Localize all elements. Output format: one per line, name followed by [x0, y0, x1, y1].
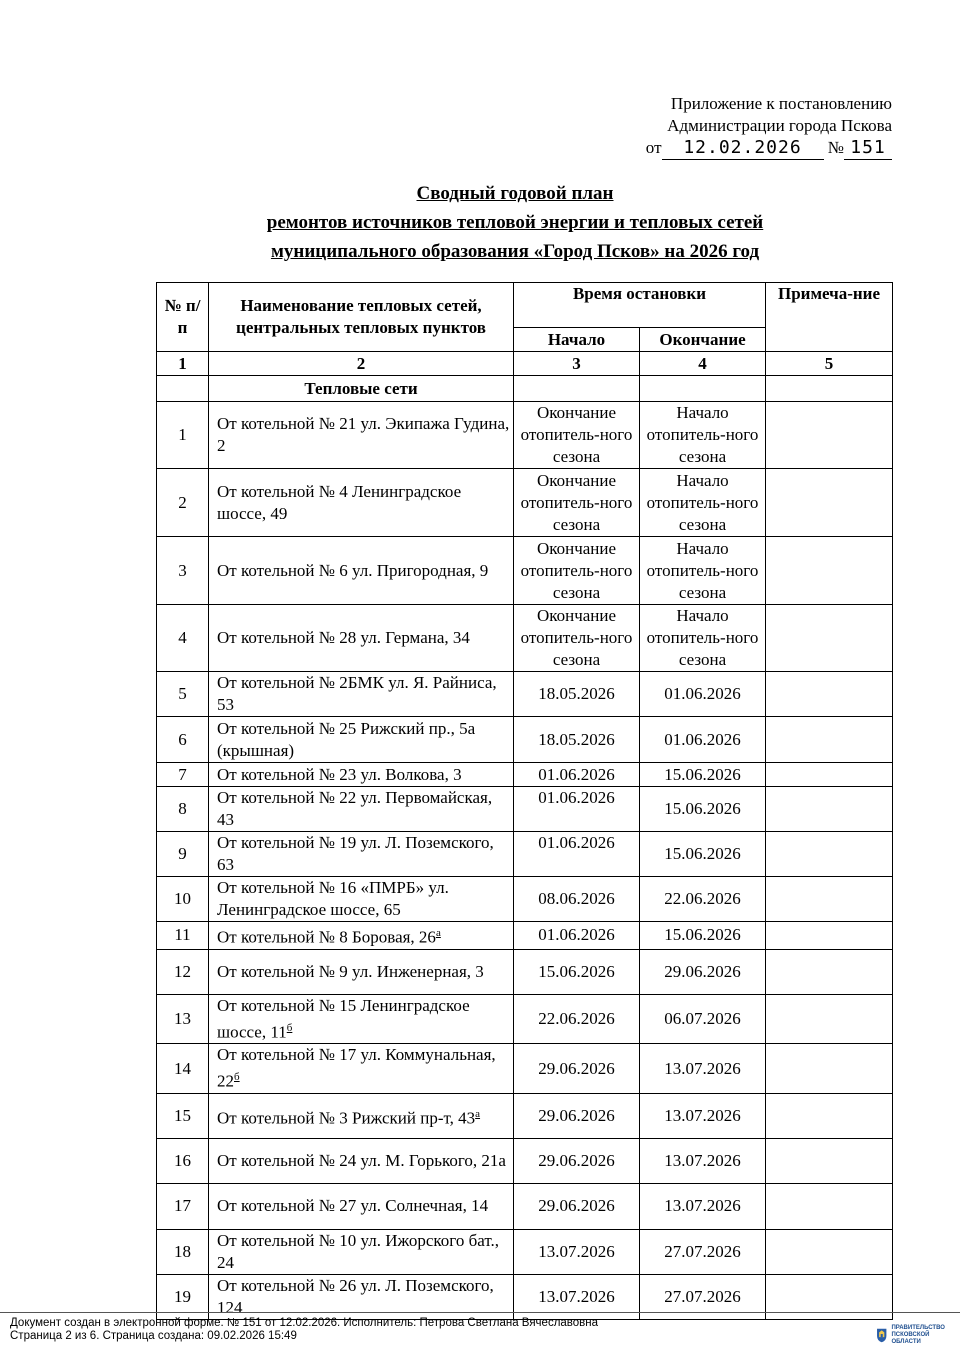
document-title	[0, 179, 960, 266]
row-start: Окончание отопитель-ного сезона	[514, 402, 640, 469]
header-name: Наименование тепловых сетей, центральных тепловых пунктов	[209, 283, 514, 352]
row-name-text: От котельной № 4 Ленинградское шоссе, 49	[217, 481, 462, 523]
row-number: 1	[157, 402, 209, 469]
row-number: 15	[157, 1093, 209, 1138]
row-end: 13.07.2026	[640, 1044, 766, 1094]
row-note	[766, 469, 893, 537]
row-note	[766, 605, 893, 672]
row-end: Начало отопитель-ного сезона	[640, 605, 766, 672]
row-name	[209, 1229, 514, 1274]
col-number: 3	[514, 352, 640, 376]
row-name-superscript: б	[286, 1021, 293, 1034]
row-name-text: От котельной № 3 Рижский пр-т, 43	[217, 1108, 476, 1128]
table-row	[157, 717, 893, 763]
row-end: Начало отопитель-ного сезона	[640, 469, 766, 537]
row-name-text: От котельной № 21 ул. Экипажа Гудина, 2	[217, 414, 510, 455]
row-number: 8	[157, 787, 209, 832]
row-end: 15.06.2026	[640, 787, 766, 832]
row-start: Окончание отопитель-ного сезона	[514, 537, 640, 605]
row-end: 27.07.2026	[640, 1229, 766, 1274]
row-note	[766, 1044, 893, 1094]
title-line-2: ремонтов источников тепловой энергии и тепловых сетей	[266, 212, 764, 233]
row-name-text: От котельной № 6 ул. Пригородная, 9	[217, 560, 489, 580]
header-stop-time: Время остановки	[514, 283, 766, 328]
coat-of-arms-icon	[876, 1320, 887, 1350]
row-note	[766, 537, 893, 605]
row-end: 29.06.2026	[640, 949, 766, 994]
row-start: 15.06.2026	[514, 949, 640, 994]
row-number: 9	[157, 832, 209, 877]
row-name-text: От котельной № 25 Рижский пр., 5а (крышная)	[217, 718, 476, 760]
row-end: 15.06.2026	[640, 922, 766, 950]
row-name	[209, 537, 514, 605]
row-name-text: От котельной № 15 Ленинградское шоссе, 11	[217, 995, 470, 1042]
footer	[10, 1317, 598, 1343]
row-name	[209, 787, 514, 832]
row-start: 13.07.2026	[514, 1229, 640, 1274]
row-end: 15.06.2026	[640, 832, 766, 877]
row-name	[209, 717, 514, 763]
col-number: 4	[640, 352, 766, 376]
table-row	[157, 994, 893, 1044]
table-row	[157, 1093, 893, 1138]
column-number-row	[157, 352, 893, 376]
row-number: 11	[157, 922, 209, 950]
row-number: 16	[157, 1138, 209, 1183]
government-logo	[876, 1316, 956, 1354]
row-start: 01.06.2026	[514, 787, 640, 832]
table-row	[157, 1138, 893, 1183]
row-name-text: От котельной № 26 ул. Л. Поземского, 124	[217, 1275, 494, 1317]
row-name-text: От котельной № 23 ул. Волкова, 3	[217, 764, 462, 784]
decree-number: 151	[844, 137, 892, 160]
footer-divider	[0, 1312, 960, 1313]
row-name-text: От котельной № 28 ул. Германа, 34	[217, 628, 470, 647]
section-title: Тепловые сети	[209, 376, 514, 402]
row-number: 12	[157, 949, 209, 994]
table-row	[157, 832, 893, 877]
row-number: 18	[157, 1229, 209, 1274]
col-number: 1	[157, 352, 209, 376]
table-row	[157, 469, 893, 537]
row-number: 3	[157, 537, 209, 605]
row-start: 08.06.2026	[514, 877, 640, 922]
row-end: 13.07.2026	[640, 1138, 766, 1183]
row-name-text: От котельной № 10 ул. Ижорского бат., 24	[217, 1230, 499, 1272]
row-end: Начало отопитель-ного сезона	[640, 537, 766, 605]
row-start: 18.05.2026	[514, 672, 640, 717]
row-name	[209, 763, 514, 787]
row-end: 01.06.2026	[640, 672, 766, 717]
table-row	[157, 949, 893, 994]
row-start: 29.06.2026	[514, 1093, 640, 1138]
row-start: 01.06.2026	[514, 832, 640, 877]
row-name	[209, 605, 514, 672]
footer-line-2: Страница 2 из 6. Страница создана: 09.02.2026 15:49	[10, 1330, 297, 1342]
header-num: № п/п	[157, 283, 209, 352]
title-line-3: муниципального образования «Город Псков» на 2026 год	[270, 241, 760, 262]
row-note	[766, 1138, 893, 1183]
row-name-text: От котельной № 16 «ПМРБ» ул. Ленинградское шоссе, 65	[217, 878, 449, 919]
appendix-line-2: Администрации города Пскова	[667, 116, 892, 135]
row-note	[766, 1229, 893, 1274]
table-row	[157, 605, 893, 672]
row-number: 6	[157, 717, 209, 763]
row-end: 15.06.2026	[640, 763, 766, 787]
row-start: Окончание отопитель-ного сезона	[514, 605, 640, 672]
row-note	[766, 402, 893, 469]
row-name	[209, 994, 514, 1044]
row-name	[209, 1183, 514, 1229]
table-row	[157, 763, 893, 787]
row-name-superscript: а	[475, 1107, 481, 1120]
table-row	[157, 922, 893, 950]
row-note	[766, 949, 893, 994]
row-name-text: От котельной № 17 ул. Коммунальная, 22	[217, 1045, 496, 1091]
row-end: 13.07.2026	[640, 1183, 766, 1229]
row-name	[209, 1138, 514, 1183]
row-note	[766, 787, 893, 832]
row-name-text: От котельной № 9 ул. Инженерная, 3	[217, 961, 484, 981]
row-number: 5	[157, 672, 209, 717]
row-start: 13.07.2026	[514, 1274, 640, 1319]
row-note	[766, 877, 893, 922]
row-start: 01.06.2026	[514, 922, 640, 950]
table-body	[157, 402, 893, 1320]
table-row	[157, 537, 893, 605]
col-number: 2	[209, 352, 514, 376]
table-row	[157, 877, 893, 922]
row-start: Окончание отопитель-ного сезона	[514, 469, 640, 537]
repair-plan-table	[156, 282, 893, 1320]
footer-line-1: Документ создан в электронной форме. № 151 от 12.02.2026. Исполнитель: Петрова Светлана Вячеславовна	[10, 1317, 599, 1329]
row-name-text: От котельной № 2БМК ул. Я. Райниса, 53	[217, 673, 497, 714]
row-start: 29.06.2026	[514, 1183, 640, 1229]
row-start: 29.06.2026	[514, 1044, 640, 1094]
row-note	[766, 672, 893, 717]
row-end: 13.07.2026	[640, 1093, 766, 1138]
row-number: 10	[157, 877, 209, 922]
row-name-text: От котельной № 8 Боровая, 26	[217, 927, 436, 947]
row-note	[766, 1183, 893, 1229]
row-start: 18.05.2026	[514, 717, 640, 763]
row-note	[766, 717, 893, 763]
row-end: 01.06.2026	[640, 717, 766, 763]
row-name	[209, 469, 514, 537]
row-name	[209, 949, 514, 994]
row-end: 06.07.2026	[640, 994, 766, 1044]
row-name-text: От котельной № 22 ул. Первомайская, 43	[217, 788, 493, 829]
row-name	[209, 1044, 514, 1094]
section-row	[157, 376, 893, 402]
row-name	[209, 402, 514, 469]
row-name-text: От котельной № 24 ул. М. Горького, 21а	[217, 1150, 506, 1170]
row-note	[766, 922, 893, 950]
row-name-superscript: б	[234, 1071, 240, 1084]
from-label: от	[645, 138, 662, 157]
header-end: Окончание	[640, 328, 766, 352]
row-note	[766, 994, 893, 1044]
header-start: Начало	[514, 328, 640, 352]
row-start: 29.06.2026	[514, 1138, 640, 1183]
row-name	[209, 877, 514, 922]
row-note	[766, 1093, 893, 1138]
row-start: 01.06.2026	[514, 763, 640, 787]
appendix-header	[646, 93, 892, 160]
row-name-text: От котельной № 27 ул. Солнечная, 14	[217, 1196, 489, 1216]
row-note	[766, 763, 893, 787]
number-label: №	[827, 138, 844, 157]
row-name	[209, 922, 514, 950]
row-end: 27.07.2026	[640, 1274, 766, 1319]
row-number: 4	[157, 605, 209, 672]
row-note	[766, 832, 893, 877]
row-name-superscript: а	[435, 927, 441, 939]
col-number: 5	[766, 352, 893, 376]
table-row	[157, 1044, 893, 1094]
row-end: Начало отопитель-ного сезона	[640, 402, 766, 469]
table-row	[157, 402, 893, 469]
table-row	[157, 672, 893, 717]
row-number: 2	[157, 469, 209, 537]
row-name	[209, 832, 514, 877]
row-number: 7	[157, 763, 209, 787]
row-number: 19	[157, 1274, 209, 1319]
table-row	[157, 1229, 893, 1274]
logo-text: ПРАВИТЕЛЬСТВО ПСКОВСКОЙ ОБЛАСТИ	[891, 1324, 945, 1345]
row-name-text: От котельной № 19 ул. Л. Поземского, 63	[217, 833, 494, 874]
row-number: 14	[157, 1044, 209, 1094]
header-note: Примеча-ние	[766, 283, 893, 352]
row-number: 13	[157, 994, 209, 1044]
row-end: 22.06.2026	[640, 877, 766, 922]
row-number: 17	[157, 1183, 209, 1229]
row-name	[209, 672, 514, 717]
row-start: 22.06.2026	[514, 994, 640, 1044]
table-row	[157, 787, 893, 832]
row-name	[209, 1093, 514, 1138]
decree-date: 12.02.2026	[662, 137, 824, 160]
table-row	[157, 1183, 893, 1229]
title-line-1: Сводный годовой план	[416, 183, 614, 204]
appendix-line-1: Приложение к постановлению	[670, 94, 892, 113]
appendix-date-line	[646, 137, 892, 160]
